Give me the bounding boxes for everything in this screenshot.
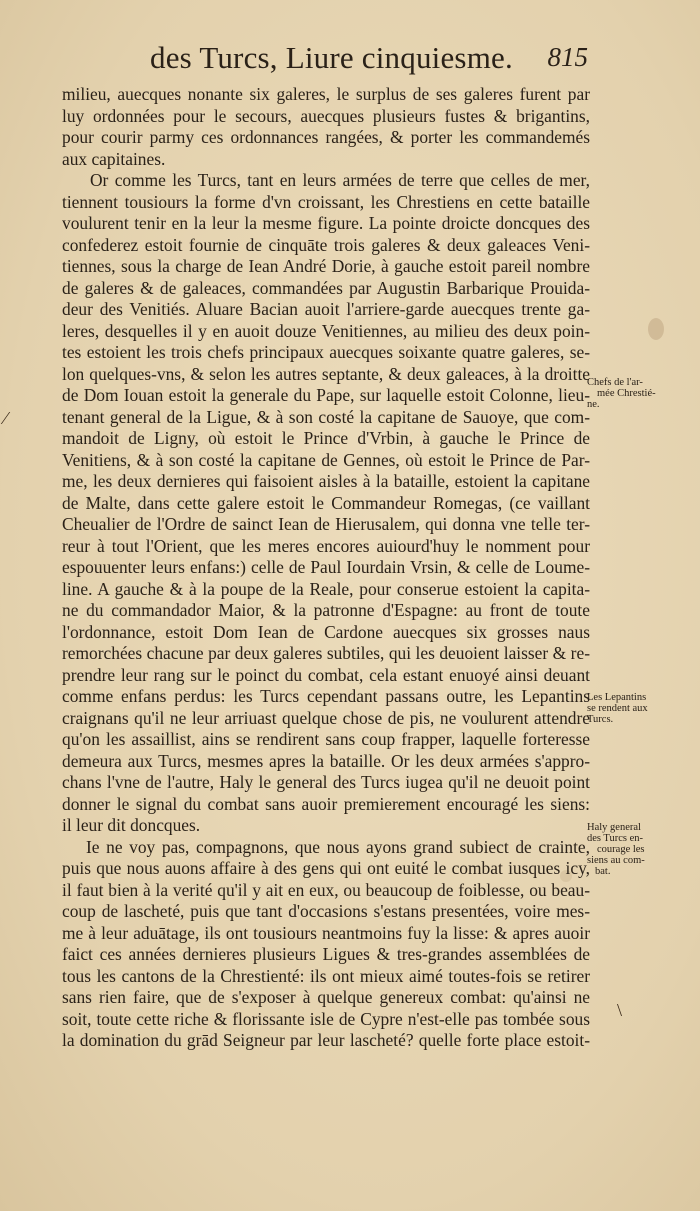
margin-note-chefs (587, 377, 697, 410)
text-line: lon quelques-vns, & selon les autres septante, & deux galeaces, à la droitte (62, 363, 590, 384)
running-title: des Turcs, Liure cinquiesme. (150, 40, 513, 75)
text-line: ne du commandador Maior, & la patronne d'Espagne: au front de toute (62, 600, 590, 620)
text-line: il faut bien à la verité qu'il y ait en eux, ou beaucoup de foiblesse, ou beau- (62, 879, 590, 900)
text-line: voulurent tenir en la leur la mesme figure. La pointe droicte doncques des (62, 213, 590, 233)
margin-note-line: des Turcs en- (587, 833, 644, 844)
margin-note-lepantins (587, 692, 697, 725)
margin-note-haly (587, 822, 697, 877)
margin-note-line: ne. (587, 399, 600, 410)
margin-note-line: Les Lepantins (587, 692, 647, 703)
text-line: me à leur aduātage, ils ont tousiours neantmoins fuy la lisse: & apres auoir (62, 922, 590, 943)
text-line: faict ces années dernieres plusieurs Ligues & tres-grandes assemblées de (62, 944, 590, 964)
text-line: prendre leur rang sur le poinct du combat, cela estant enuoyé ainsi deuant (62, 664, 590, 685)
text-line: tous les cantons de la Chrestienté: ils ont mieux aimé toutes-fois se retirer (62, 965, 590, 986)
text-line: milieu, auecques nonante six galeres, le surplus de ses galeres furent par (62, 84, 590, 104)
text-line: puis que nous auons affaire à des gens qui ont euité le combat iusques icy, (62, 858, 590, 878)
text-line: tenant general de la Ligue, & à son costé la capitane de Sauoye, que com- (62, 406, 590, 427)
text-line: line. A gauche & à la poupe de la Reale, pour conserue estoient la capita- (62, 578, 590, 599)
text-line: Ie ne voy pas, compagnons, que nous ayons grand subiect de crainte, (86, 836, 590, 857)
text-line: espouuenter leurs enfans:) celle de Paul Iourdain Vrsin, & celle de Loume- (62, 557, 590, 577)
margin-note-line: Turcs. (587, 714, 614, 725)
text-line: tiennent tousiours la forme d'vn croissant, les Chrestiens en cette bataille (62, 191, 590, 212)
page-number: 815 (547, 42, 588, 72)
ink-mark: \ (617, 1000, 623, 1020)
text-line: leres, desquelles il y en auoit douze Venitiennes, au milieu des deux poin- (62, 320, 590, 341)
text-line: coup de lascheté, puis que tant d'occasions s'estans presentées, voire mes- (62, 901, 590, 921)
body-text (62, 84, 590, 1052)
text-line: il leur dit doncques. (62, 815, 201, 835)
text-line: tiennes, sous la charge de Iean André Dorie, à gauche estoit pareil nombre (62, 256, 590, 276)
text-line: l'ordonnance, estoit Dom Iean de Cardone auecques six grosses naus (62, 621, 590, 642)
text-line: mandoit de Ligny, où estoit le Prince d'Vrbin, à gauche le Prince de (62, 428, 590, 448)
text-line: Cheualier de l'Ordre de sainct Iean de Hierusalem, qui donna vne telle ter- (62, 514, 590, 534)
paper-stain (648, 318, 664, 340)
text-line: craignans qu'il ne leur arriuast quelque chose de pis, ne voulurent attendre (62, 707, 590, 728)
text-line: remorchées chacune par deux galeres subtiles, qui les deuoient laisser & re- (62, 643, 590, 663)
text-line: demeura aux Turcs, mesmes apres la bataille. Or les deux armées s'appro- (62, 750, 590, 771)
text-line: confederez estoit fournie de cinquāte trois galeres & deux galeaces Veni- (62, 234, 590, 255)
margin-note-line: bat. (595, 866, 611, 877)
text-line: reur à tout l'Orient, que les meres encores auiourd'huy le nomment pour (62, 535, 590, 556)
margin-note-line: siens au com- (587, 855, 645, 866)
text-line: de galeres & de galeaces, commandées par Augustin Barbarique Prouida- (62, 277, 590, 298)
margin-note-line: Haly general (587, 822, 641, 833)
text-line: sans rien faire, que de s'exposer à quelque genereux combat: qu'ainsi ne (62, 987, 590, 1007)
text-line: aux capitaines. (62, 148, 166, 169)
text-line: de Malte, dans cette galere estoit le Commandeur Romegas, (ce vaillant (62, 492, 590, 513)
text-line: me, les deux dernieres qui faisoient aisles à la bataille, estoient la capitane (62, 471, 590, 491)
text-line: luy ordonnées pour le secours, auecques plusieurs fustes & brigantins, (62, 105, 590, 126)
text-line: de Dom Iouan estoit la generale du Pape, sur laquelle estoit Colonne, lieu- (62, 385, 590, 405)
margin-note-line: mée Chrestié- (597, 388, 656, 399)
page-header (150, 40, 590, 84)
text-line: Or comme les Turcs, tant en leurs armées de terre que celles de mer, (90, 170, 590, 190)
margin-note-line: Chefs de l'ar- (587, 377, 643, 388)
ink-mark: ⁄ (4, 408, 8, 428)
text-line: Venitiens, & à son costé la capitane de Gennes, où estoit le Prince de Par- (62, 449, 590, 470)
margin-note-line: courage les (597, 844, 645, 855)
text-line: soit, toute cette riche & florissante isle de Cypre n'est-elle pas tombée sous (62, 1008, 590, 1029)
text-line: la domination du grād Seigneur par leur lascheté? quelle forte place estoit- (62, 1030, 590, 1050)
margin-note-line: se rendent aux (587, 703, 648, 714)
text-line: qu'on les assaillist, ains se rendirent sans coup frapper, laquelle forteresse (62, 729, 590, 749)
text-line: deur des Venitiés. Aluare Bacian auoit l'arriere-garde auecques trente ga- (62, 299, 590, 319)
text-line: chans l'vne de l'autre, Haly le general des Turcs iugea qu'il ne deuoit point (62, 772, 590, 792)
text-line: pour courir parmy ces ordonnances rangées, & porter les commandemés (62, 127, 590, 147)
text-line: tes estoient les trois chefs principaux auecques soixante quatre galeres, se- (62, 342, 590, 362)
text-line: comme enfans perdus: les Turcs cependant passans outre, les Lepantins (62, 686, 590, 706)
text-line: donner le signal du combat sans auoir premierement encouragé les siens: (62, 793, 590, 814)
